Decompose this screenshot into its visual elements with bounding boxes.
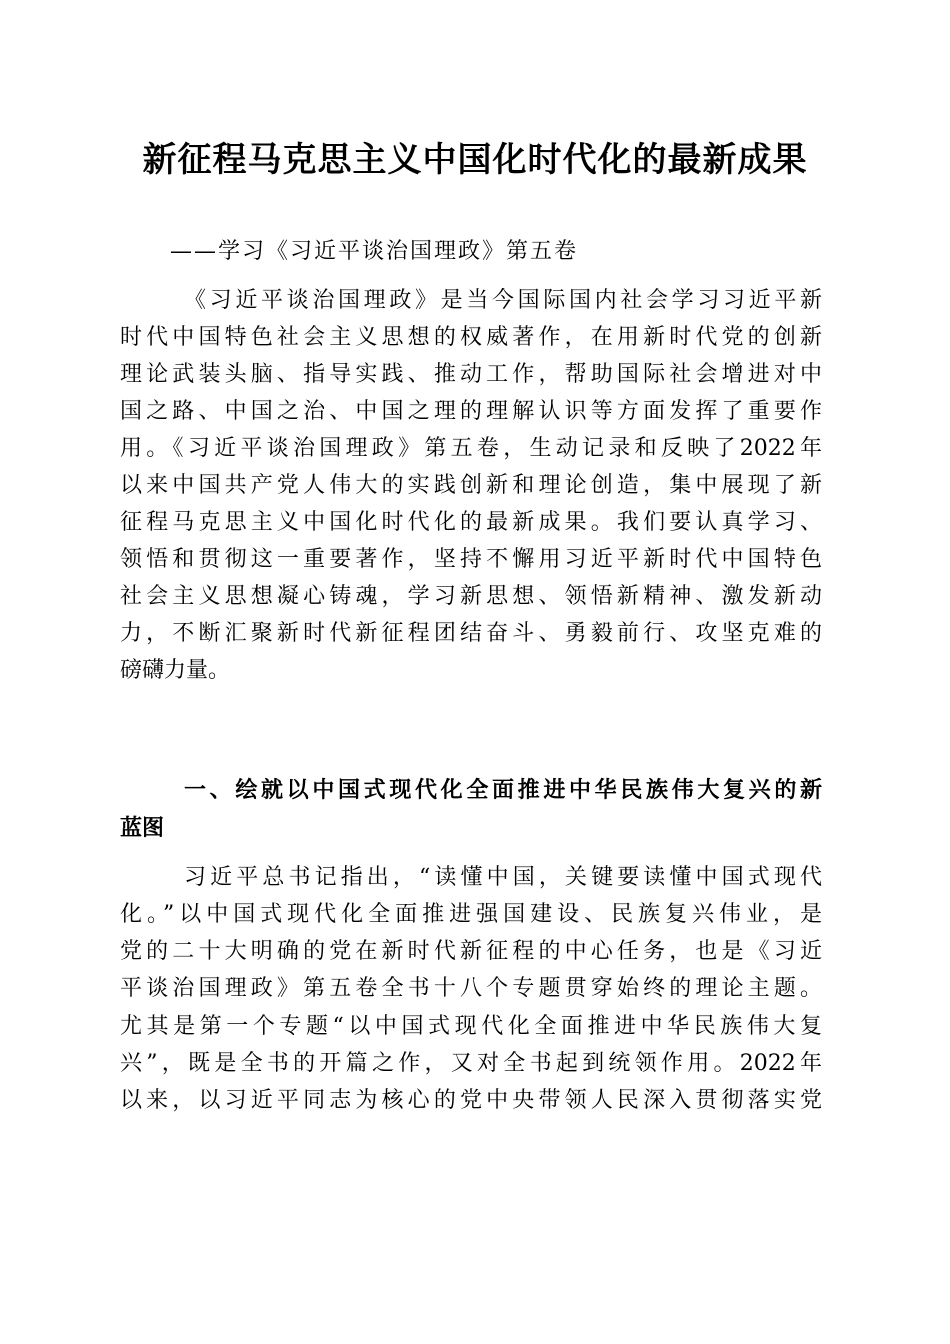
paragraph-line: 磅礴力量。 <box>120 658 231 683</box>
paragraph-line: 国之路、中国之治、中国之理的理解认识等方面发挥了重要作 <box>120 399 822 424</box>
paragraph-line: 以来中国共产党人伟大的实践创新和理论创造，集中展现了新 <box>120 473 822 498</box>
paragraph-line: 化。”以中国式现代化全面推进强国建设、民族复兴伟业，是 <box>120 902 822 927</box>
document-subtitle: ——学习《习近平谈治国理政》第五卷 <box>170 239 579 264</box>
paragraph-line: 领悟和贯彻这一重要著作，坚持不懈用习近平新时代中国特色 <box>120 547 822 572</box>
paragraph-line: 理论武装头脑、指导实践、推动工作，帮助国际社会增进对中 <box>120 362 822 387</box>
paragraph-line: 时代中国特色社会主义思想的权威著作，在用新时代党的创新 <box>120 325 822 350</box>
paragraph-line: 平谈治国理政》第五卷全书十八个专题贯穿始终的理论主题。 <box>120 976 822 1001</box>
paragraph-line: 《习近平谈治国理政》是当今国际国内社会学习习近平新 <box>184 288 822 313</box>
section-heading-line: 蓝图 <box>120 815 165 841</box>
paragraph-line: 兴”，既是全书的开篇之作，又对全书起到统领作用。2022年 <box>120 1051 822 1076</box>
paragraph-line: 习近平总书记指出，“读懂中国，关键要读懂中国式现代 <box>184 865 822 890</box>
section-heading-line: 一、绘就以中国式现代化全面推进中华民族伟大复兴的新 <box>184 777 822 803</box>
document-title: 新征程马克思主义中国化时代化的最新成果 <box>142 140 808 180</box>
paragraph-line: 尤其是第一个专题“以中国式现代化全面推进中华民族伟大复 <box>120 1014 822 1039</box>
paragraph-line: 征程马克思主义中国化时代化的最新成果。我们要认真学习、 <box>120 510 822 535</box>
paragraph-line: 党的二十大明确的党在新时代新征程的中心任务，也是《习近 <box>120 939 822 964</box>
paragraph-line: 社会主义思想凝心铸魂，学习新思想、领悟新精神、激发新动 <box>120 584 822 609</box>
paragraph-line: 以来，以习近平同志为核心的党中央带领人民深入贯彻落实党 <box>120 1088 822 1113</box>
paragraph-line: 用。《习近平谈治国理政》第五卷，生动记录和反映了2022年 <box>120 436 822 461</box>
paragraph-line: 力，不断汇聚新时代新征程团结奋斗、勇毅前行、攻坚克难的 <box>120 621 822 646</box>
